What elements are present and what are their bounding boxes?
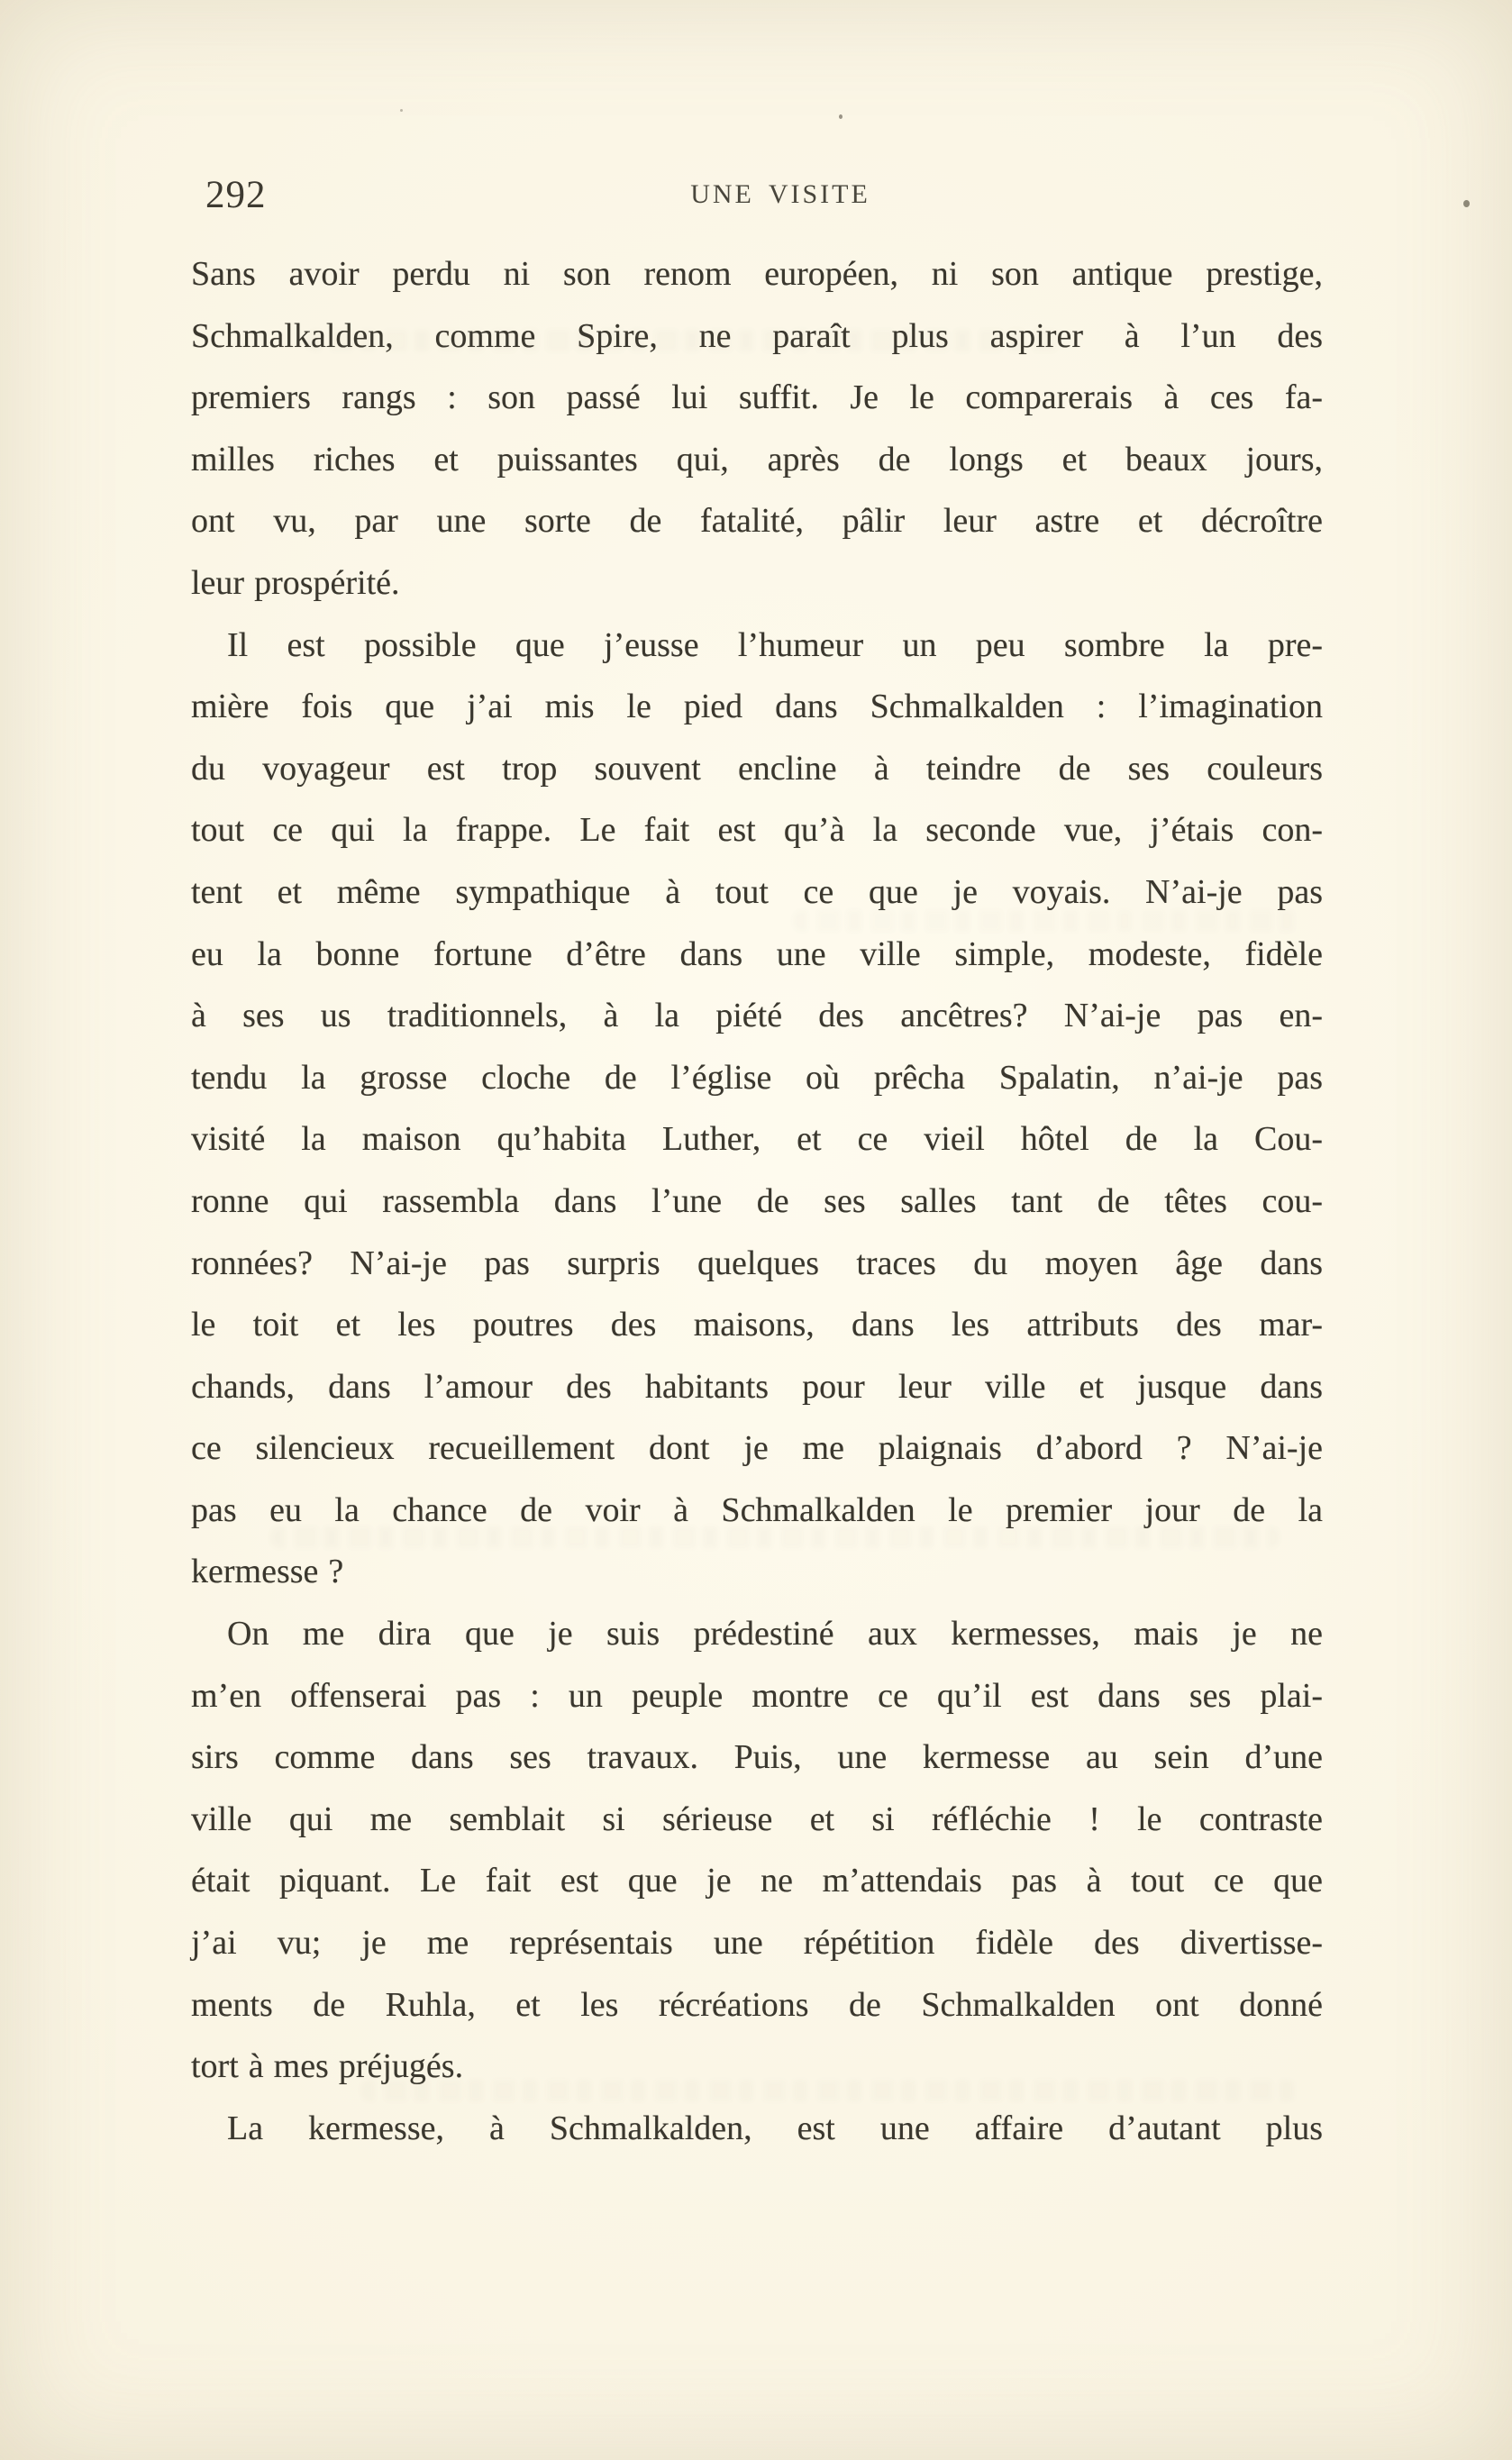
text-line: Il est possible que j’eusse l’humeur un peu sombre la pre- <box>227 625 1323 664</box>
text-line: tout ce qui la frappe. Le fait est qu’à la seconde vue, j’étais con- <box>191 811 1323 850</box>
running-head <box>191 173 1323 227</box>
dust-speck <box>839 114 843 119</box>
text-line: était piquant. Le fait est que je ne m’attendais pas à tout ce que <box>191 1862 1323 1900</box>
text-line: mière fois que j’ai mis le pied dans Schmalkalden : l’imagination <box>191 688 1323 726</box>
page-number: 292 <box>205 174 267 216</box>
text-line: tort à mes préjugés. <box>191 2047 464 2086</box>
text-line: m’en offenserai pas : un peuple montre ce qu’il est dans ses plai- <box>191 1676 1323 1715</box>
bleedthrough-ghost <box>270 1526 1280 1548</box>
text-line: le toit et les poutres des maisons, dans les attributs des mar- <box>191 1306 1323 1344</box>
text-line: Schmalkalden, comme Spire, ne paraît plus aspirer à l’un des <box>191 316 1323 355</box>
text-line: j’ai vu; je me représentais une répétition fidèle des divertisse- <box>191 1924 1323 1963</box>
text-line: du voyageur est trop souvent encline à teindre de ses couleurs <box>191 749 1323 788</box>
text-line: chands, dans l’amour des habitants pour leur ville et jusque dans <box>191 1367 1323 1406</box>
text-line: ce silencieux recueillement dont je me plaignais d’abord ? N’ai-je <box>191 1429 1323 1468</box>
bleedthrough-ghost <box>793 910 1298 932</box>
text-line: La kermesse, à Schmalkalden, est une affaire d’autant plus <box>227 2109 1323 2147</box>
running-title: UNE VISITE <box>690 179 870 209</box>
text-line: premiers rangs : son passé lui suffit. Je le comparerais à ces fa- <box>191 378 1323 417</box>
text-line: Sans avoir perdu ni son renom européen, ni son antique prestige, <box>191 255 1323 293</box>
text-line: tendu la grosse cloche de l’église où prêcha Spalatin, n’ai-je pas <box>191 1058 1323 1097</box>
text-line: ville qui me semblait si sérieuse et si réfléchie ! le contraste <box>191 1799 1323 1838</box>
text-line: sirs comme dans ses travaux. Puis, une kermesse au sein d’une <box>191 1738 1323 1777</box>
text-line: milles riches et puissantes qui, après de longs et beaux jours, <box>191 440 1323 478</box>
text-line: eu la bonne fortune d’être dans une ville simple, modeste, fidèle <box>191 934 1323 973</box>
dust-speck <box>1463 200 1470 207</box>
text-line: leur prospérité. <box>191 563 400 602</box>
bleedthrough-ghost <box>360 2080 1298 2101</box>
text-block <box>191 243 1323 2159</box>
text-line: ments de Ruhla, et les récréations de Schmalkalden ont donné <box>191 1985 1323 2024</box>
text-line: tent et même sympathique à tout ce que je voyais. N’ai-je pas <box>191 872 1323 911</box>
text-line: à ses us traditionnels, à la piété des ancêtres? N’ai-je pas en- <box>191 997 1323 1035</box>
text-line: ont vu, par une sorte de fatalité, pâlir leur astre et décroître <box>191 502 1323 541</box>
dust-speck <box>400 109 403 112</box>
text-line: kermesse ? <box>191 1553 344 1591</box>
text-line: ronnées? N’ai-je pas surpris quelques traces du moyen âge dans <box>191 1244 1323 1282</box>
text-line: On me dira que je suis prédestiné aux kermesses, mais je ne <box>227 1615 1323 1654</box>
text-line: visité la maison qu’habita Luther, et ce vieil hôtel de la Cou- <box>191 1120 1323 1159</box>
bleedthrough-ghost <box>306 330 1063 351</box>
text-line: ronne qui rassembla dans l’une de ses salles tant de têtes cou- <box>191 1181 1323 1220</box>
text-line: pas eu la chance de voir à Schmalkalden le premier jour de la <box>191 1490 1323 1529</box>
